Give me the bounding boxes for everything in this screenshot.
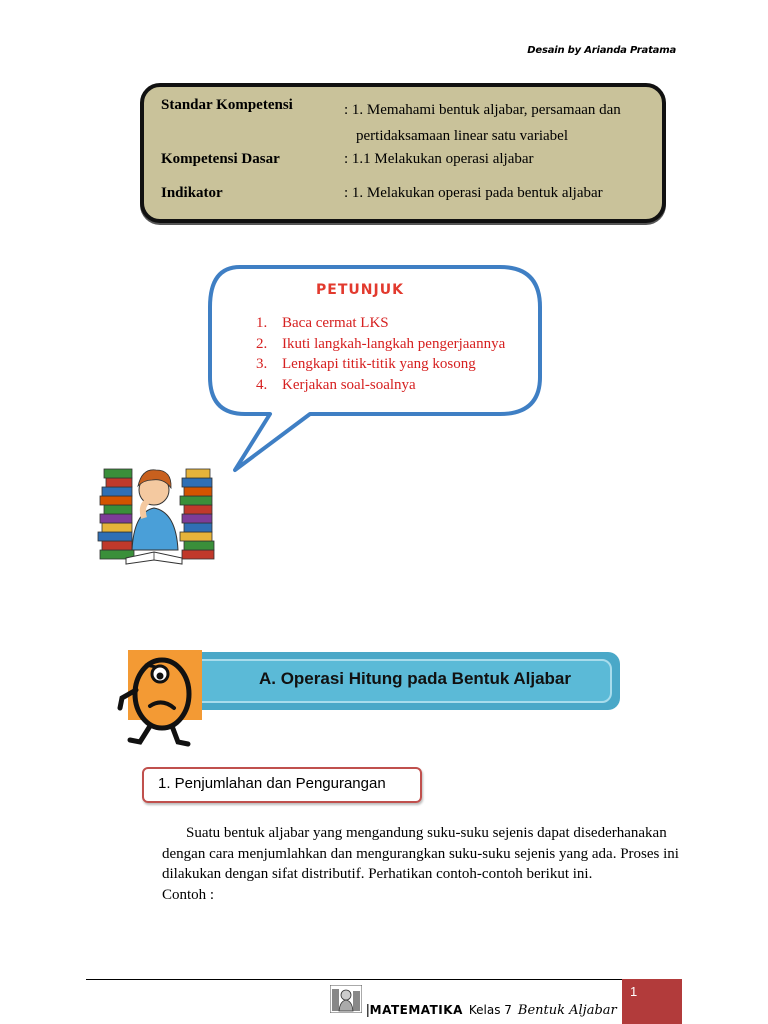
dasar-row <box>161 151 534 168</box>
standar-value <box>344 97 674 149</box>
petunjuk-item: 2. Ikuti langkah-langkah pengerjaannya <box>256 335 506 352</box>
indikator-value: : 1. Melakukan operasi pada bentuk aljabar <box>344 185 603 201</box>
page-number: 1 <box>630 984 638 999</box>
petunjuk-item: 3. Lengkapi titik-titik yang kosong <box>256 356 476 372</box>
petunjuk-title: PETUNJUK <box>316 282 404 298</box>
dasar-value: : 1.1 Melakukan operasi aljabar <box>344 151 534 167</box>
indikator-label: Indikator <box>161 185 223 201</box>
footer-divider <box>86 979 622 980</box>
worried-mascot-icon <box>116 648 206 750</box>
petunjuk-list <box>256 315 505 397</box>
designer-credit: Desain by Arianda Pratama <box>527 45 676 56</box>
competency-box <box>140 83 666 223</box>
footer-text <box>366 1001 617 1019</box>
contoh-label: Contoh : <box>162 886 215 903</box>
footer-student-icon <box>330 985 362 1013</box>
section-title: A. Operasi Hitung pada Bentuk Aljabar <box>258 669 572 688</box>
standar-row <box>161 97 621 144</box>
indikator-row <box>161 185 603 202</box>
footer-topic: Bentuk Aljabar <box>517 1003 617 1018</box>
footer-separator: | <box>366 1001 370 1017</box>
petunjuk-item: 4. Kerjakan soal-soalnya <box>256 376 416 393</box>
subsection-title: 1. Penjumlahan dan Pengurangan <box>158 775 386 792</box>
standar-value-line1: : 1. Memahami bentuk aljabar, persamaan dan <box>344 102 621 118</box>
footer-subject: MATEMATIKA <box>369 1003 463 1017</box>
body-paragraph: Suatu bentuk aljabar yang mengandung suku-suku sejenis dapat disederhanakan dengan cara menjumlahkan dan mengurangkan suku-suku sejenis yang ada. Proses ini dilakukan dengan sifat distributif. Perhatikan contoh-contoh berikut ini. <box>162 825 679 882</box>
body-text <box>162 823 682 905</box>
dasar-label: Kompetensi Dasar <box>161 151 280 167</box>
student-books-illustration <box>92 460 222 570</box>
standar-value-line2: pertidaksamaan linear satu variabel <box>356 128 568 144</box>
footer-kelas: Kelas 7 <box>468 1003 512 1017</box>
petunjuk-item: 1. Baca cermat LKS <box>256 315 389 331</box>
standar-label: Standar Kompetensi <box>161 97 293 113</box>
